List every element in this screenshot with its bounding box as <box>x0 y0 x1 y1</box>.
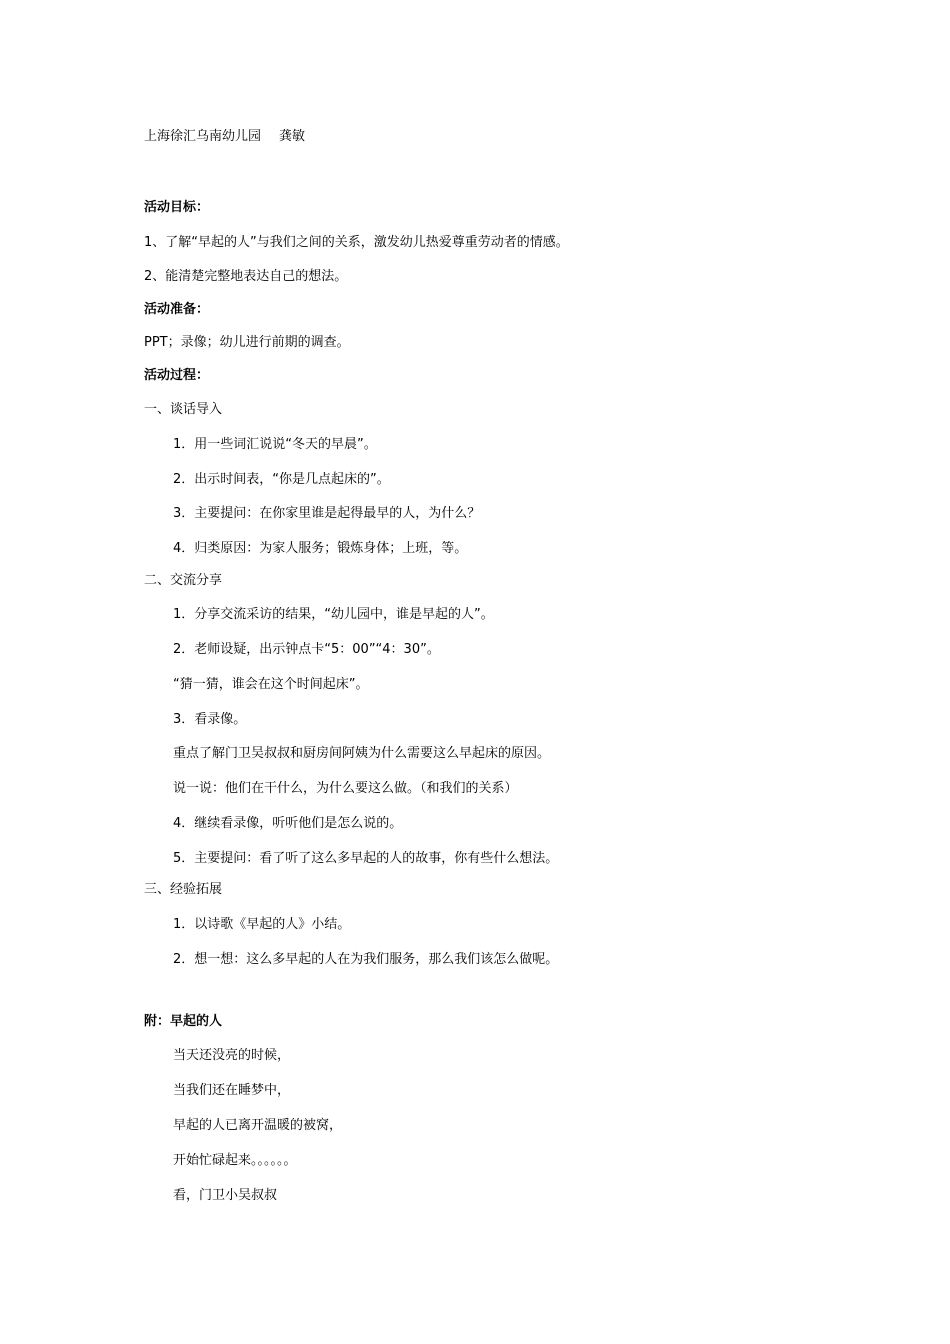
step-line: 3．主要提问：在你家里谁是起得最早的人，为什么？ <box>173 506 481 521</box>
poem-line: 开始忙碌起来。。。。。。 <box>173 1153 297 1168</box>
appendix-heading: 附：早起的人 <box>144 1014 223 1029</box>
section-title: 一、谈话导入 <box>144 402 223 417</box>
goal-item: 1、了解“早起的人”与我们之间的关系，激发幼儿热爱尊重劳动者的情感。 <box>144 235 569 250</box>
goal-item: 2、能清楚完整地表达自己的想法。 <box>144 269 348 284</box>
step-line: “猜一猜，谁会在这个时间起床”。 <box>173 677 369 692</box>
school-name: 上海徐汇乌南幼儿园 <box>144 129 262 144</box>
step-line: 1．分享交流采访的结果，“幼儿园中，谁是早起的人”。 <box>173 607 494 622</box>
step-line: 2．老师设疑，出示钟点卡“5：00”“4：30”。 <box>173 642 440 657</box>
goals-heading: 活动目标： <box>144 200 210 215</box>
process-heading: 活动过程： <box>144 368 210 383</box>
step-line: 说一说：他们在干什么，为什么要这么做。（和我们的关系） <box>173 781 518 796</box>
step-line: 2．想一想：这么多早起的人在为我们服务，那么我们该怎么做呢。 <box>173 952 559 967</box>
preparation-heading: 活动准备： <box>144 302 210 317</box>
section-title: 二、交流分享 <box>144 573 223 588</box>
step-line: 3．看录像。 <box>173 712 247 727</box>
step-line: 2．出示时间表，“你是几点起床的”。 <box>173 472 390 487</box>
section-title: 三、经验拓展 <box>144 882 223 897</box>
poem-line: 当天还没亮的时候， <box>173 1048 291 1063</box>
author-name: 龚敏 <box>279 129 306 144</box>
step-line: 重点了解门卫吴叔叔和厨房间阿姨为什么需要这么早起床的原因。 <box>173 746 551 761</box>
step-line: 5．主要提问：看了听了这么多早起的人的故事，你有些什么想法。 <box>173 851 559 866</box>
step-line: 4．归类原因：为家人服务；锻炼身体；上班，等。 <box>173 541 468 556</box>
poem-line: 看，门卫小吴叔叔 <box>173 1188 278 1203</box>
poem-line: 当我们还在睡梦中， <box>173 1083 291 1098</box>
header-line <box>144 128 305 146</box>
poem-line: 早起的人已离开温暖的被窝， <box>173 1118 343 1133</box>
step-line: 4．继续看录像，听听他们是怎么说的。 <box>173 816 403 831</box>
preparation-text: PPT；录像；幼儿进行前期的调查。 <box>144 335 350 350</box>
step-line: 1．用一些词汇说说“冬天的早晨”。 <box>173 437 377 452</box>
step-line: 1．以诗歌《早起的人》小结。 <box>173 917 351 932</box>
